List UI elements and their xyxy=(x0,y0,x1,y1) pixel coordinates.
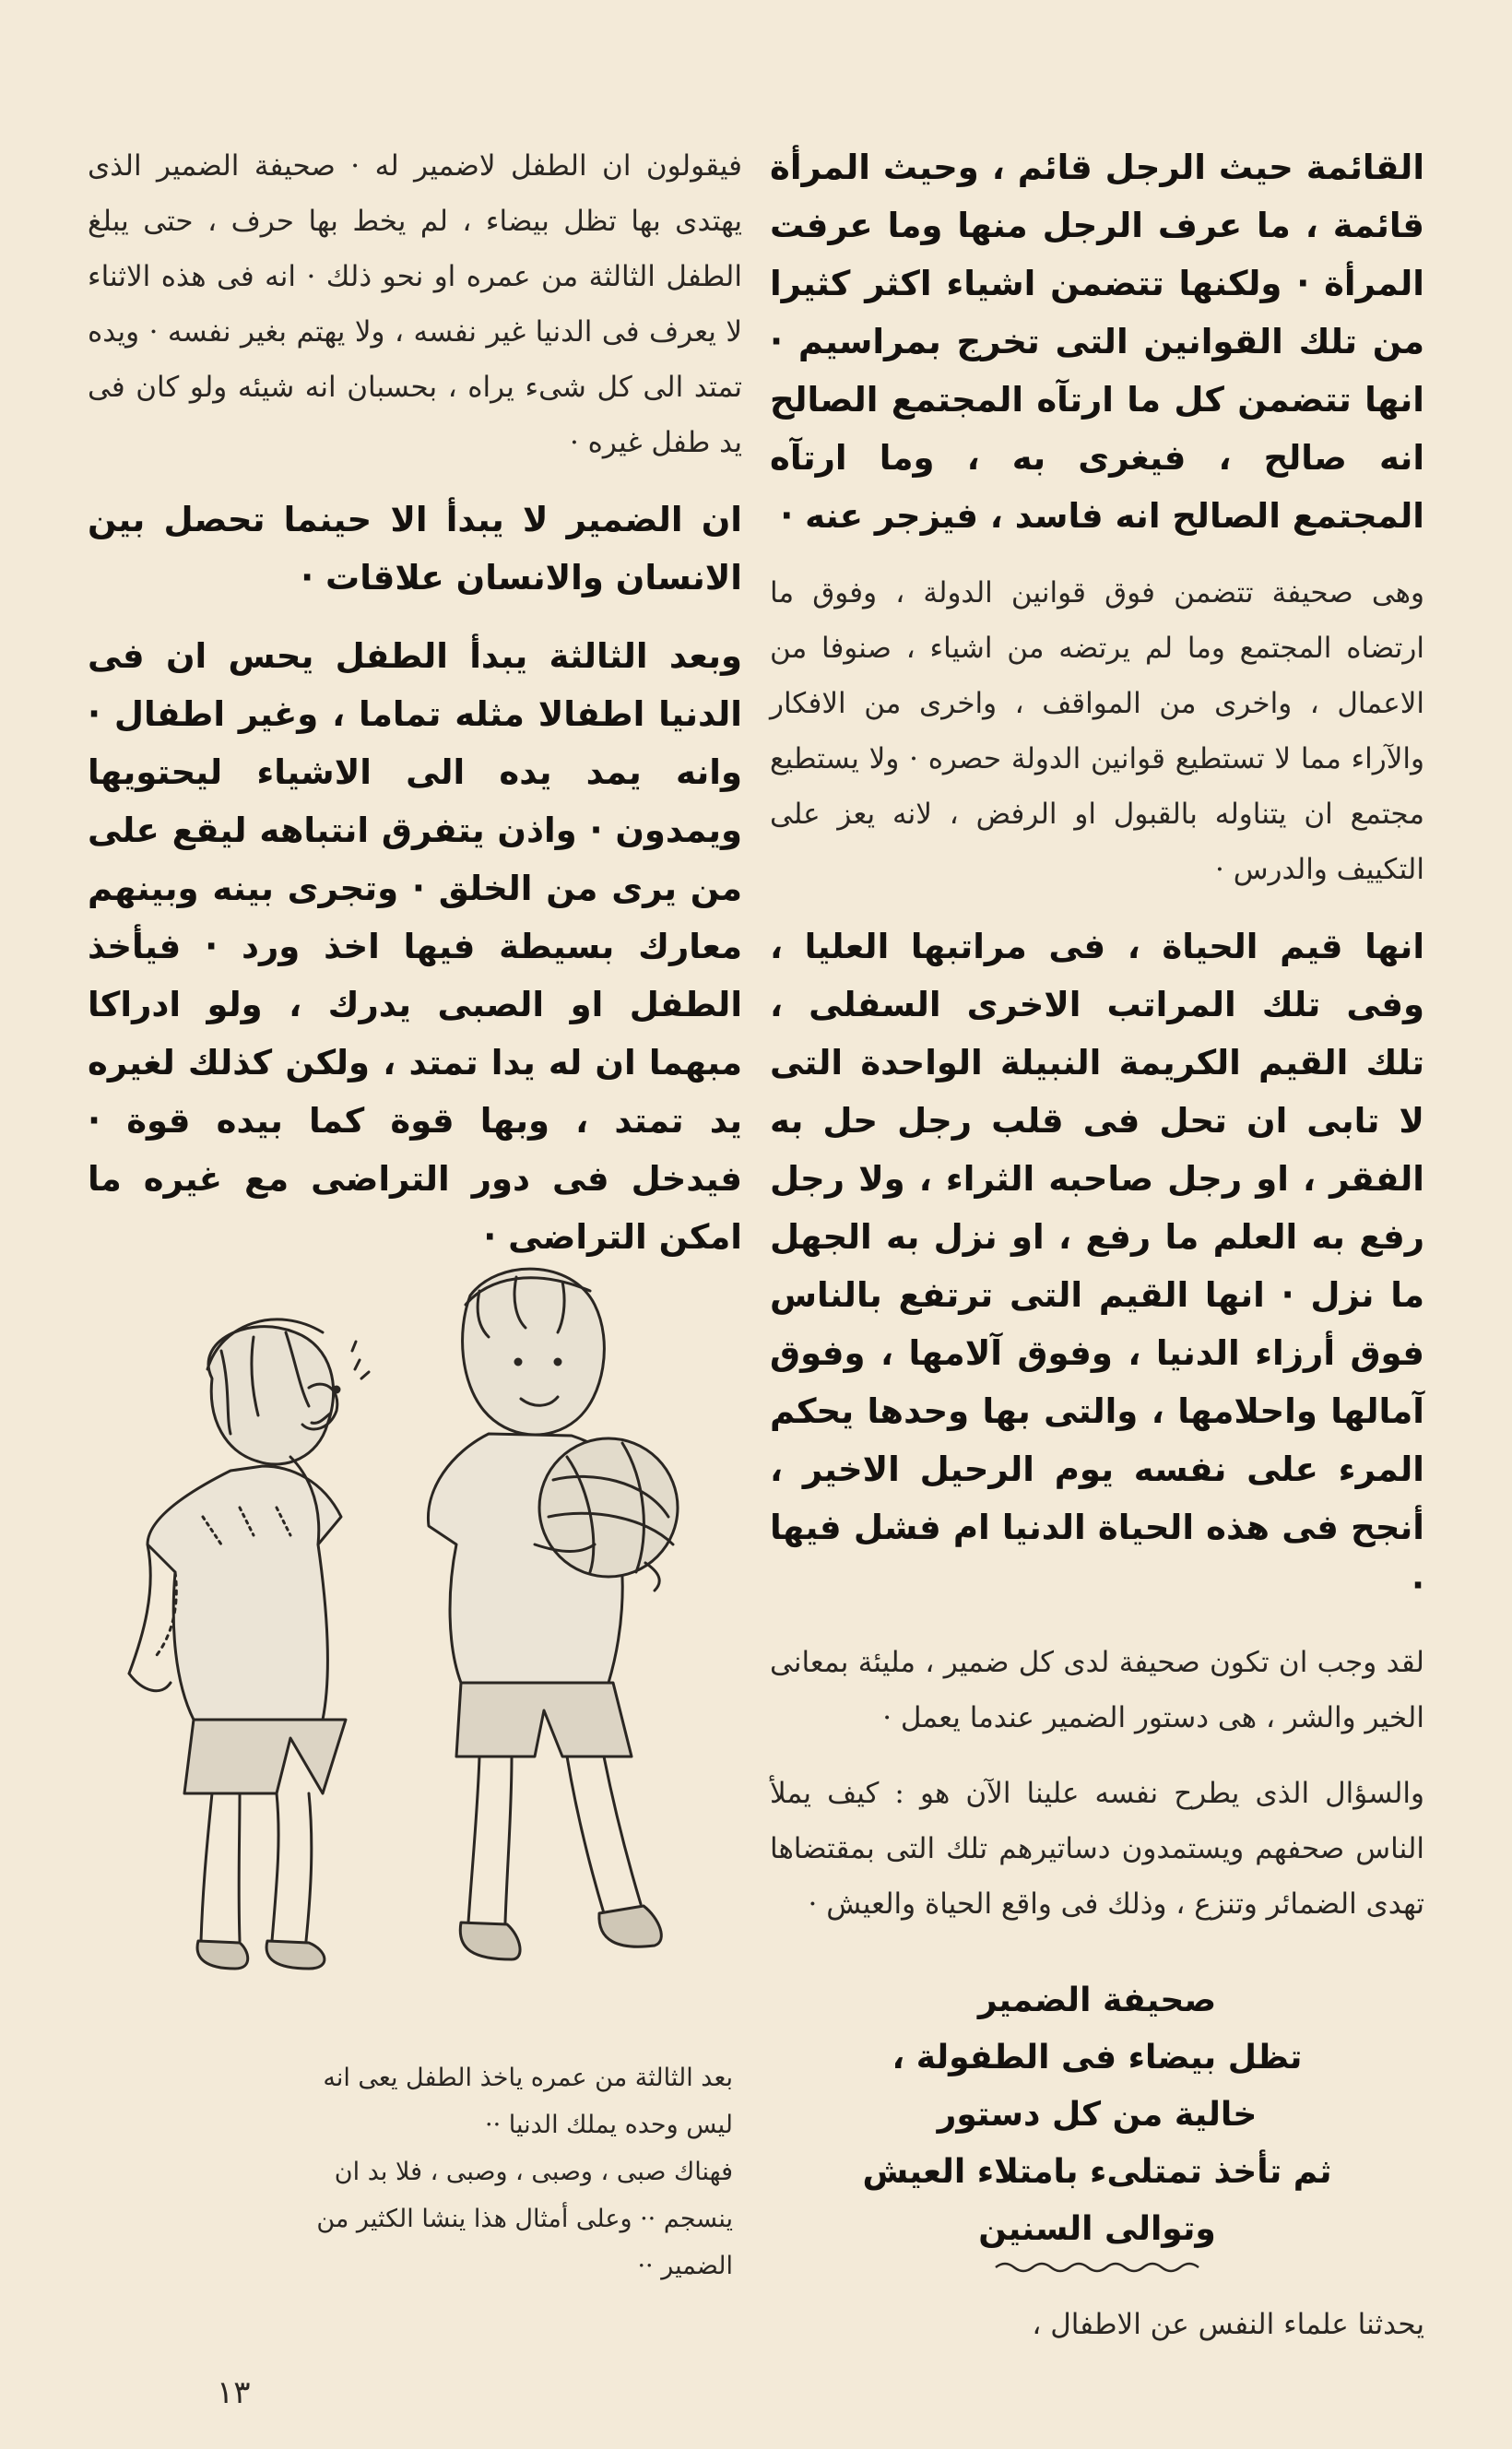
decorative-squiggle xyxy=(991,2258,1203,2277)
highlight-line-1: صحيفة الضمير xyxy=(977,1982,1217,2019)
boys-illustration xyxy=(92,1240,738,2033)
boy-left-figure xyxy=(129,1319,369,1969)
page-number: ١٣ xyxy=(217,2374,251,2411)
right-column xyxy=(770,138,1424,2352)
caption-line-2: ليس وحده يملك الدنيا ·· xyxy=(485,2111,733,2139)
highlight-line-5: وتوالى السنين xyxy=(978,2210,1216,2248)
right-paragraph-3: انها قيم الحياة ، فى مراتبها العليا ، وفى تلك المراتب الاخرى السفلى ، تلك القيم الكريمة النبيلة الواحدة التى لا تابى ان تحل فى قلب رجل حل به الفقر ، او رجل صاحبه الثراء ، ولا رجل رفع به العلم ما رفع ، او نزل به الجهل ما نزل · انها القيم التى ترتفع بالناس فوق أرزاء الدنيا ، وفوق آلامها ، وفوق آمالها واحلامها ، والتى بها وحدها يحكم المرء على نفسه يوم الرحيل الاخير ، أنجح فى هذه الحياة الدنيا ام فشل فيها · xyxy=(770,927,1424,1605)
illustration-caption xyxy=(88,2054,733,2289)
boy-right-figure xyxy=(428,1269,678,1959)
left-paragraph-3: وبعد الثالثة يبدأ الطفل يحس ان فى الدنيا اطفالا مثله تماما ، وغير اطفال · وانه يمد يده الى الاشياء ليحتويها ويمدون · واذن يتفرق انتباهه ليقع على من يرى من الخلق · وتجرى بينه وبينهم معارك بسيطة فيها اخذ ورد · فيأخذ الطفل او الصبى يدرك ، ولو ادراكا مبهما ان له يدا تمتد ، ولكن كذلك لغيره يد تمتد ، وبها قوة كما بيده قوة · فيدخل فى دور التراضى مع غيره ما امكن التراضى · xyxy=(88,636,742,1257)
left-paragraph-1: فيقولون ان الطفل لاضمير له · صحيفة الضمير الذى يهتدى بها تظل بيضاء ، لم يخط بها حرف ، حتى يبلغ الطفل الثالثة من عمره او نحو ذلك · انه فى هذه الاثناء لا يعرف فى الدنيا غير نفسه ، ولا يهتم بغير نفسه · ويده تمتد الى كل شىء يراه ، بحسبان انه شيئه ولو كان فى يد طفل غيره · xyxy=(88,149,742,459)
right-paragraph-1: القائمة حيث الرجل قائم ، وحيث المرأة قائمة ، ما عرف الرجل منها وما عرفت المرأة · ولكنها تتضمن اشياء اكثر كثيرا من تلك القوانين التى تخرج بمراسيم · انها تتضمن كل ما ارتآه المجتمع الصالح انه صالح ، فيغرى به ، وما ارتآه المجتمع الصالح انه فاسد ، فيزجر عنه · xyxy=(770,148,1424,536)
highlight-line-3: خالية من كل دستور xyxy=(937,2096,1258,2134)
highlight-box xyxy=(770,1972,1424,2277)
left-column xyxy=(88,138,742,1266)
caption-line-1: بعد الثالثة من عمره ياخذ الطفل يعى انه xyxy=(323,2064,733,2092)
caption-line-4: ينسجم ·· وعلى أمثال هذا ينشا الكثير من xyxy=(316,2205,733,2233)
left-paragraph-2: ان الضمير لا يبدأ الا حينما تحصل بين الانسان والانسان علاقات · xyxy=(88,500,742,597)
right-paragraph-5: والسؤال الذى يطرح نفسه علينا الآن هو : كيف يملأ الناس صحفهم ويستمدون دساتيرهم تلك التى بمقتضاها تهدى الضمائر وتنزع ، وذلك فى واقع الحياة والعيش · xyxy=(770,1777,1424,1921)
caption-line-5: الضمير ·· xyxy=(637,2252,733,2280)
highlight-line-4: ثم تأخذ تمتلىء بامتلاء العيش xyxy=(862,2153,1332,2191)
right-paragraph-6: يحدثنا علماء النفس عن الاطفال ، xyxy=(1032,2308,1424,2341)
right-paragraph-4: لقد وجب ان تكون صحيفة لدى كل ضمير ، مليئة بمعانى الخير والشر ، هى دستور الضمير عندما يعمل · xyxy=(770,1646,1424,1734)
caption-line-3: فهناك صبى ، وصبى ، وصبى ، فلا بد ان xyxy=(334,2158,733,2186)
right-paragraph-2: وهى صحيفة تتضمن فوق قوانين الدولة ، وفوق ما ارتضاه المجتمع وما لم يرتضه من اشياء ، صنوفا من الاعمال ، واخرى من المواقف ، واخرى من الافكار والآراء مما لا تستطيع قوانين الدولة حصره · ولا يستطيع مجتمع ان يتناوله بالقبول او الرفض ، لانه يعز على التكييف والدرس · xyxy=(770,576,1424,886)
highlight-line-2: تظل بيضاء فى الطفولة ، xyxy=(892,2039,1303,2076)
